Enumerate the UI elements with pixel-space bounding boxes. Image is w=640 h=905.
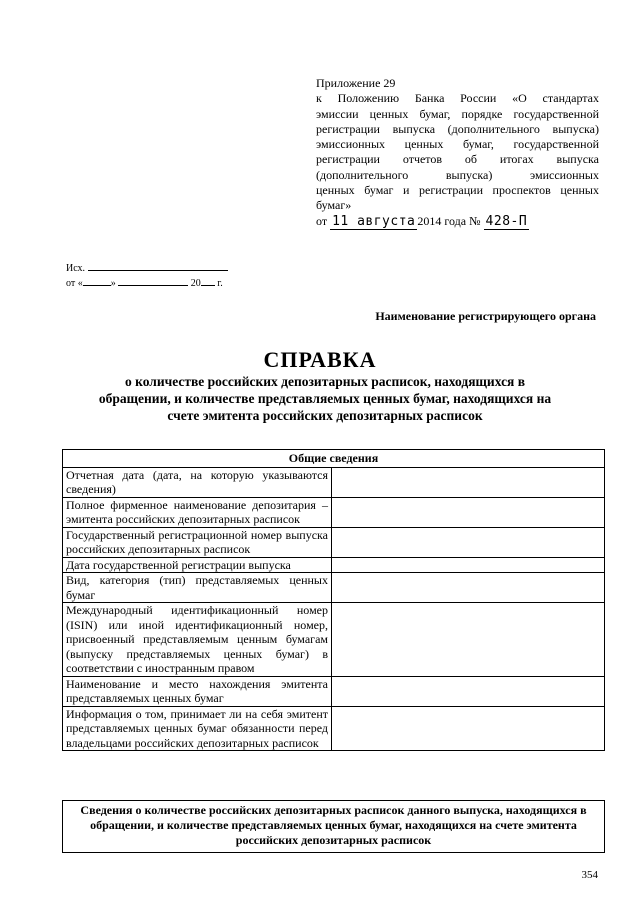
appendix-line: к Положению Банка России «О стандартах	[316, 91, 599, 106]
date-prefix: от	[316, 213, 328, 228]
appendix-line: ценных бумаг и регистрации проспектов ценных	[316, 183, 599, 198]
row-value-cell[interactable]	[332, 497, 605, 527]
outgoing-ref-blank[interactable]	[88, 261, 228, 271]
table-row	[63, 706, 605, 751]
row-label: Наименование и место нахождения эмитента представляемых ценных бумаг	[63, 676, 332, 706]
document-subtitle: о количестве российских депозитарных расписок, находящихся в обращении, и количестве представляемых ценных бумаг, находящихся на счете эмитента российских депозитарных расписок	[98, 374, 552, 423]
appendix-line: эмиссионных ценных бумаг, государственной	[316, 137, 599, 152]
row-value-cell[interactable]	[332, 676, 605, 706]
table-row	[63, 573, 605, 603]
year-suffix: г.	[217, 278, 223, 289]
table-row	[63, 497, 605, 527]
row-label: Полное фирменное наименование депозитария – эмитента российских депозитарных расписок	[63, 497, 332, 527]
year-prefix: 20	[190, 278, 201, 289]
month-blank[interactable]	[118, 276, 188, 286]
date-label-mid: »	[110, 278, 116, 289]
outgoing-date-line	[66, 276, 228, 291]
appendix-line: эмиссии ценных бумаг, порядке государственной	[316, 106, 599, 121]
general-info-table	[62, 449, 605, 751]
table-row	[63, 676, 605, 706]
appendix-line: (дополнительного выпуска) эмиссионных	[316, 167, 599, 182]
row-label: Вид, категория (тип) представляемых ценных бумаг	[63, 573, 332, 603]
row-label: Дата государственной регистрации выпуска	[63, 557, 332, 573]
table-row	[63, 557, 605, 573]
row-value-cell[interactable]	[332, 557, 605, 573]
document-title: СПРАВКА	[263, 347, 377, 372]
handwritten-number: 428-П	[485, 213, 528, 229]
year-blank[interactable]	[201, 276, 215, 286]
row-label: Отчетная дата (дата, на которую указываются сведения)	[63, 467, 332, 497]
date-label-prefix: от «	[66, 278, 83, 289]
appendix-block	[316, 76, 599, 229]
table-row	[63, 603, 605, 677]
date-suffix: 2014 года №	[417, 213, 481, 228]
appendix-line: регистрации отчетов об итогах выпуска	[316, 152, 599, 167]
row-value-cell[interactable]	[332, 706, 605, 751]
outgoing-ref-label: Исх.	[66, 263, 86, 274]
row-value-cell[interactable]	[332, 527, 605, 557]
summary-heading: Сведения о количестве российских депозитарных расписок данного выпуска, находящихся в обращении, и количестве представляемых ценных бумаг, находящихся на счете эмитента российских депозитарных расписок	[62, 800, 605, 853]
row-label: Государственный регистрационной номер выпуска российских депозитарных расписок	[63, 527, 332, 557]
row-label: Информация о том, принимает ли на себя эмитент представляемых ценных бумаг обязанности перед владельцами российских депозитарных расписок	[63, 706, 332, 751]
row-value-cell[interactable]	[332, 467, 605, 497]
day-blank[interactable]	[83, 276, 111, 286]
appendix-date-line	[316, 214, 599, 229]
outgoing-ref-block	[66, 261, 228, 291]
handwritten-date: 11 августа	[332, 213, 416, 229]
page-number: 354	[581, 869, 598, 881]
table-row	[63, 467, 605, 497]
row-label: Международный идентификационный номер (ISIN) или иной идентификационный номер, присвоенный представляемым ценным бумагам (выпуску представляемых ценных бумаг) в соответствии с иностранным правом	[63, 603, 332, 677]
appendix-line: бумаг»	[316, 198, 352, 213]
general-info-header: Общие сведения	[63, 450, 605, 468]
appendix-line: регистрации выпуска (дополнительного выпуска)	[316, 121, 599, 136]
outgoing-ref-line	[66, 261, 228, 276]
table-row	[63, 527, 605, 557]
row-value-cell[interactable]	[332, 573, 605, 603]
registering-body-label: Наименование регистрирующего органа	[375, 309, 596, 323]
appendix-title: Приложение 29	[316, 76, 396, 90]
row-value-cell[interactable]	[332, 603, 605, 677]
